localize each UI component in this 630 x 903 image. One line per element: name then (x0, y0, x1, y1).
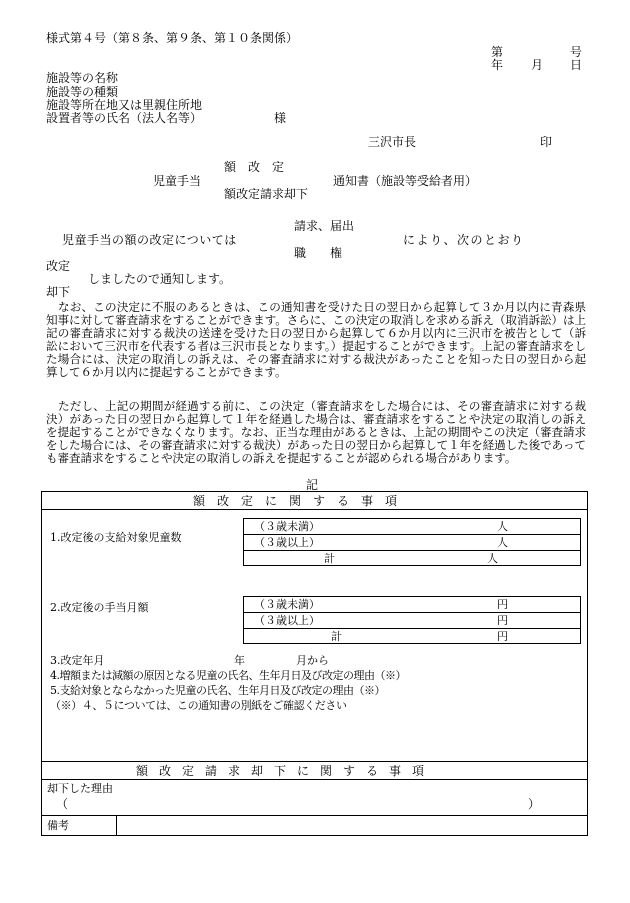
title-suffix: 通知書（施設等受給者用） (333, 174, 478, 188)
kaitei: 改定 (46, 259, 71, 273)
facility-address-label: 施設等所在地又は里親住所地 (46, 98, 203, 112)
number-suffix: 号 (570, 45, 583, 59)
table-header: 額改定に関する事項 (193, 494, 410, 508)
item1-over3-label: （３歳以上） (254, 536, 320, 549)
item1-over3-unit: 人 (497, 536, 508, 549)
item2-row-over3 (244, 613, 580, 628)
honorific: 様 (274, 111, 287, 125)
paren-close: ） (528, 797, 541, 811)
date-day: 日 (570, 58, 583, 72)
item2-under3-unit: 円 (497, 598, 508, 611)
item1-label: 1.改定後の支給対象児童数 (50, 531, 182, 544)
reject-reason-label: 却下した理由 (47, 782, 113, 795)
number-prefix: 第 (491, 45, 504, 59)
item3-month: 月から (296, 654, 329, 667)
item1-under3-unit: 人 (497, 520, 508, 533)
issuer-name: 三沢市長 (368, 135, 417, 149)
reject-top-divider (41, 761, 588, 762)
item2-total-unit: 円 (497, 630, 508, 643)
item1-row-over3 (244, 535, 580, 550)
facility-type-label: 施設等の種類 (46, 85, 119, 99)
issuer-seal: 印 (540, 135, 553, 149)
item1-row-total (244, 551, 580, 566)
founder-label: 設置者等の氏名（法人名等） (46, 111, 203, 125)
note-text: （※）４、５については、この通知書の別紙をご確認ください (50, 699, 347, 712)
form-number: 様式第４号（第８条、第９条、第１０条関係） (46, 31, 299, 45)
title-line3: 額改定請求却下 (224, 187, 309, 201)
title-prefix: 児童手当 (153, 174, 202, 188)
body-lead: 児童手当の額の改定については (62, 233, 237, 247)
item3-year: 年 (234, 654, 245, 667)
remarks-label: 備考 (47, 819, 69, 832)
item2-subtable (243, 596, 581, 644)
item3-label: 3.改定年月 (50, 654, 105, 667)
option-bottom: 職 権 (294, 246, 343, 260)
item2-row-under3 (244, 597, 580, 612)
item2-total-label: 計 (331, 630, 342, 643)
reject-header-divider (41, 779, 588, 780)
paragraph-appeal: なお、この決定に不服のあるときは、この通知書を受けた日の翌日から起算して３か月以内に青森県知事に対して審査請求をすることができます。さらに、この決定の取消しを求める訴え（取消訴訟）は上記の審査請求に対する裁決の送達を受けた日の翌日から起算して６か月以内に三沢市を被告として（訴訟において三沢市を代表する者は三沢市長となります。）提起することができます。上記の審査請求をした場合には、決定の取消しの訴えは、その審査請求に対する裁決があったことを知った日の翌日から起算して６か月以内に提起することができます。 (46, 300, 586, 379)
option-top: 請求、届出 (294, 219, 355, 233)
item5-text: 5.支給対象とならなかった児童の氏名、生年月日及び改定の理由（※） (50, 684, 385, 697)
item1-under3-label: （３歳未満） (254, 520, 320, 533)
kyakka: 却下 (46, 285, 71, 299)
item1-total-label: 計 (324, 552, 335, 565)
item2-over3-unit: 円 (497, 614, 508, 627)
item2-under3-label: （３歳未満） (254, 598, 320, 611)
body-trail: により、次のとおり (403, 233, 525, 247)
item2-over3-label: （３歳以上） (254, 614, 320, 627)
ki-label: 記 (306, 478, 319, 492)
notify-text: しましたので通知します。 (88, 272, 232, 286)
item1-total-unit: 人 (487, 552, 498, 565)
title-line1: 額 改 定 (224, 160, 285, 174)
item1-row-under3 (244, 519, 580, 534)
reject-header: 額改定請求却下に関する事項 (136, 764, 436, 778)
paren-open: （ (56, 797, 69, 811)
item1-subtable (243, 518, 581, 566)
item2-label: 2.改定後の手当月額 (50, 601, 149, 614)
table-header-divider (41, 509, 588, 510)
date-year: 年 (491, 58, 504, 72)
item2-row-total (244, 629, 580, 644)
remarks-column-divider (116, 815, 117, 836)
paragraph-proviso: ただし、上記の期間が経過する前に、この決定（審査請求をした場合には、その審査請求に対する裁決）があった日の翌日から起算して１年を経過した場合は、審査請求をすることや決定の取消しの訴えを提起することができなくなります。なお、正当な理由があるときは、上記の期間やこの決定（審査請求をした場合には、その審査請求に対する裁決）があった日の翌日から起算して１年を経過した後であっても審査請求をすることや決定の取消しの訴えを提起することが認められる場合があります。 (46, 399, 586, 465)
item4-text: 4.増額または減額の原因となる児童の氏名、生年月日及び改定の理由（※） (50, 669, 406, 682)
facility-name-label: 施設等の名称 (46, 71, 119, 85)
date-month: 月 (531, 58, 544, 72)
remarks-divider (41, 815, 588, 816)
